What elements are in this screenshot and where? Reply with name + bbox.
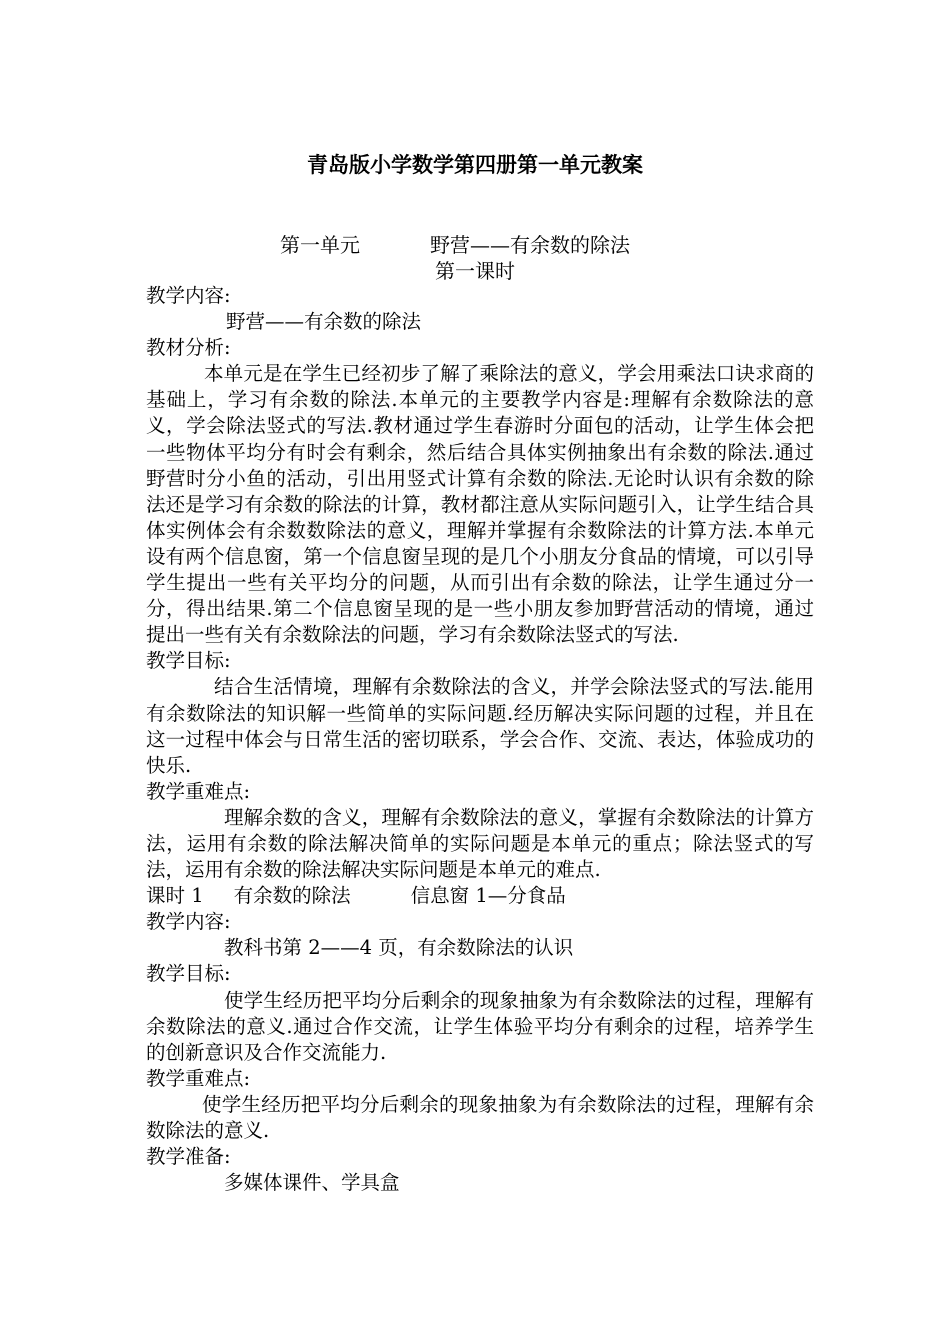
section-label-keypoints-2: 教学重难点:	[146, 1066, 251, 1090]
keypoints-paragraph-2: 使学生经历把平均分后剩余的现象抽象为有余数除法的过程，理解有余数除法的意义.	[146, 1092, 814, 1142]
section-label-goals-2: 教学目标:	[146, 962, 231, 986]
section-label-content: 教学内容:	[146, 284, 231, 307]
lesson-info-window: 信息窗 1—分食品	[410, 884, 566, 908]
prep-text: 多媒体课件、学具盒	[224, 1171, 400, 1195]
section-label-content-2: 教学内容:	[146, 910, 231, 934]
keypoints-paragraph: 理解余数的含义，理解有余数除法的意义，掌握有余数除法的计算方法，运用有余数的除法解决简单的实际问题是本单元的重点；除法竖式的写法，运用有余数的除法解决实际问题是本单元的难点.	[146, 805, 814, 882]
unit-name: 野营——有余数的除法	[430, 233, 630, 257]
section-label-goals: 教学目标:	[146, 649, 231, 673]
content-text-2: 教科书第 2——4 页，有余数除法的认识	[224, 936, 574, 960]
document-title: 青岛版小学数学第四册第一单元教案	[307, 152, 643, 177]
content-text: 野营——有余数的除法	[226, 310, 422, 334]
lesson-heading: 第一课时	[435, 259, 515, 283]
section-label-analysis: 教材分析:	[146, 336, 231, 360]
lesson-number: 课时 1	[146, 884, 204, 908]
section-label-keypoints: 教学重难点:	[146, 779, 251, 803]
goals-paragraph: 结合生活情境，理解有余数除法的含义，并学会除法竖式的写法.能用有余数除法的知识解一些简单的实际问题.经历解决实际问题的过程，并且在这一过程中体会与日常生活的密切联系，学会合作、交流、表达，体验成功的快乐.	[146, 675, 814, 777]
unit-heading	[280, 231, 630, 259]
section-label-prep: 教学准备:	[146, 1145, 231, 1169]
lesson-info-line	[146, 883, 814, 909]
lesson-topic: 有余数的除法	[233, 884, 351, 908]
document-body	[146, 283, 814, 1196]
analysis-paragraph: 本单元是在学生已经初步了解了乘除法的意义，学会用乘法口诀求商的基础上，学习有余数的除法.本单元的主要教学内容是:理解有余数除法的意义，学会除法竖式的写法.教材通过学生春游时分面包的活动，让学生体会把一些物体平均分有时会有剩余，然后结合具体实例抽象出有余数的除法.通过野营时分小鱼的活动，引出用竖式计算有余数的除法.无论时认识有余数的除法还是学习有余数的除法的计算，教材都注意从实际问题引入，让学生结合具体实例体会有余数数除法的意义，理解并掌握有余数除法的计算方法.本单元设有两个信息窗，第一个信息窗呈现的是几个小朋友分食品的情境，可以引导学生提出一些有关平均分的问题，从而引出有余数的除法，让学生通过分一分，得出结果.第二个信息窗呈现的是一些小朋友参加野营活动的情境，通过提出一些有关有余数除法的问题，学习有余数除法竖式的写法.	[146, 362, 814, 647]
goals-paragraph-2: 使学生经历把平均分后剩余的现象抽象为有余数除法的过程，理解有余数除法的意义.通过合作交流，让学生体验平均分有剩余的过程，培养学生的创新意识及合作交流能力.	[146, 988, 814, 1064]
unit-label: 第一单元	[280, 233, 360, 257]
